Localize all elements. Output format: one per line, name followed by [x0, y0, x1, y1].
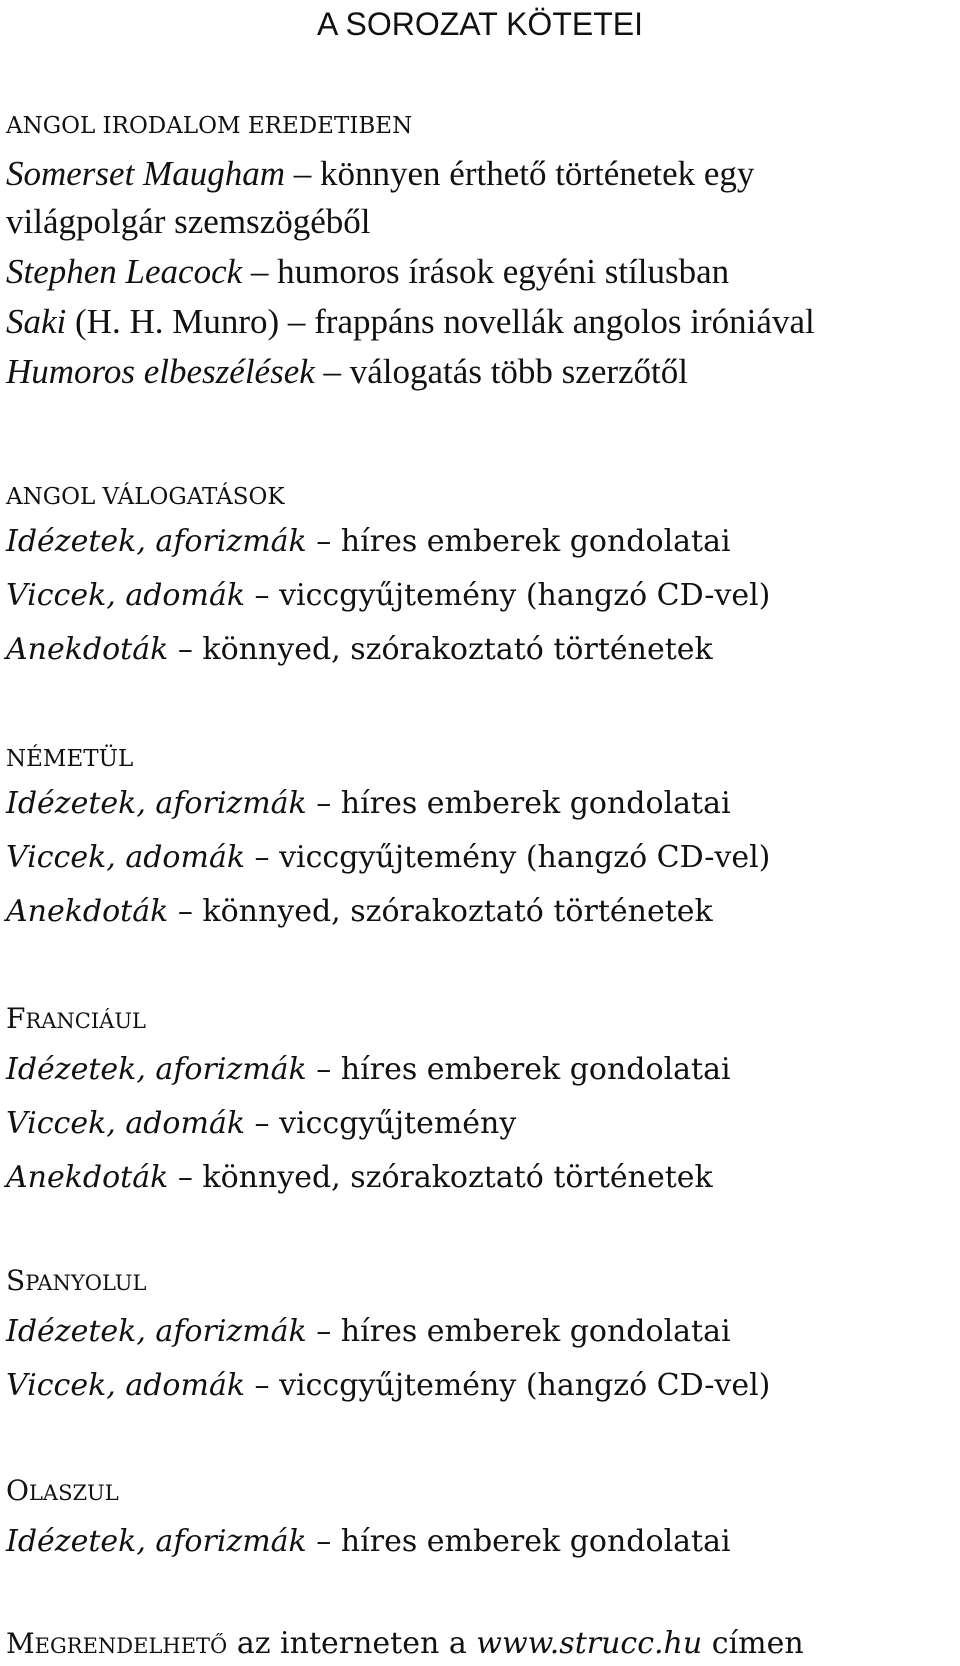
- book-title: Anekdoták: [6, 1160, 169, 1195]
- book-title: Idézetek, aforizmák: [6, 1524, 307, 1559]
- book-description: – híres emberek gondolatai: [306, 786, 731, 821]
- book-description: – humoros írások egyéni stílusban: [242, 252, 730, 291]
- list-item: [6, 782, 731, 826]
- list-item: [6, 152, 754, 196]
- book-description: – könnyen érthető történetek egy: [285, 154, 755, 193]
- list-item: [6, 1156, 713, 1200]
- book-description: világpolgár szemszögéből: [6, 202, 371, 241]
- list-item: [6, 1102, 516, 1146]
- book-description: – könnyed, szórakoztató történetek: [168, 894, 713, 929]
- list-item: [6, 350, 688, 394]
- book-title: Idézetek, aforizmák: [6, 524, 307, 559]
- book-title: Idézetek, aforizmák: [6, 1314, 307, 1349]
- book-description: – híres emberek gondolatai: [306, 1052, 731, 1087]
- book-description: (H. H. Munro) – frappáns novellák angolos iróniával: [66, 302, 815, 341]
- book-description: – viccgyűjtemény: [245, 1106, 517, 1141]
- book-description: – híres emberek gondolatai: [306, 1314, 731, 1349]
- book-description: – könnyed, szórakoztató történetek: [168, 1160, 713, 1195]
- book-description: – viccgyűjtemény (hangzó CD-vel): [245, 578, 771, 613]
- list-item: [6, 836, 770, 880]
- list-item: [6, 200, 370, 244]
- list-item: [6, 520, 731, 564]
- book-title: Viccek, adomák: [6, 1106, 246, 1141]
- book-title: Viccek, adomák: [6, 1368, 246, 1403]
- section-heading: OLASZUL: [6, 1474, 119, 1507]
- book-description: – válogatás több szerzőtől: [314, 352, 688, 391]
- book-description: – viccgyűjtemény (hangzó CD-vel): [245, 1368, 771, 1403]
- section-heading: NÉMETÜL: [6, 746, 134, 772]
- list-item: [6, 250, 729, 294]
- list-item: [6, 628, 713, 672]
- list-item: [6, 574, 770, 618]
- book-description: – viccgyűjtemény (hangzó CD-vel): [245, 840, 771, 875]
- book-title: Idézetek, aforizmák: [6, 786, 307, 821]
- book-title: Anekdoták: [6, 894, 169, 929]
- list-item: [6, 300, 815, 344]
- book-title: Humoros elbeszélések: [6, 352, 315, 391]
- page-title: A SOROZAT KÖTETEI: [317, 6, 643, 42]
- list-item: [6, 890, 713, 934]
- book-title: Saki: [6, 302, 67, 341]
- book-title: Idézetek, aforizmák: [6, 1052, 307, 1087]
- book-title: Viccek, adomák: [6, 840, 246, 875]
- book-description: – híres emberek gondolatai: [306, 1524, 731, 1559]
- section-heading: ANGOL VÁLOGATÁSOK: [6, 484, 285, 510]
- book-title: Stephen Leacock: [6, 252, 243, 291]
- section-heading: ANGOL IRODALOM EREDETIBEN: [6, 113, 413, 139]
- section-heading: FRANCIÁUL: [6, 1002, 146, 1035]
- list-item: [6, 1048, 731, 1092]
- list-item: [6, 1310, 731, 1354]
- list-item: [6, 1520, 731, 1564]
- order-footer: MEGRENDELHETŐ az interneten a www.strucc.hu címen: [6, 1626, 804, 1661]
- section-heading: SPANYOLUL: [6, 1264, 147, 1297]
- website-link[interactable]: www.strucc.hu: [476, 1626, 703, 1661]
- list-item: [6, 1364, 770, 1408]
- book-description: – könnyed, szórakoztató történetek: [168, 632, 713, 667]
- book-title: Anekdoták: [6, 632, 169, 667]
- book-title: Viccek, adomák: [6, 578, 246, 613]
- book-description: – híres emberek gondolatai: [306, 524, 731, 559]
- book-title: Somerset Maugham: [6, 154, 285, 193]
